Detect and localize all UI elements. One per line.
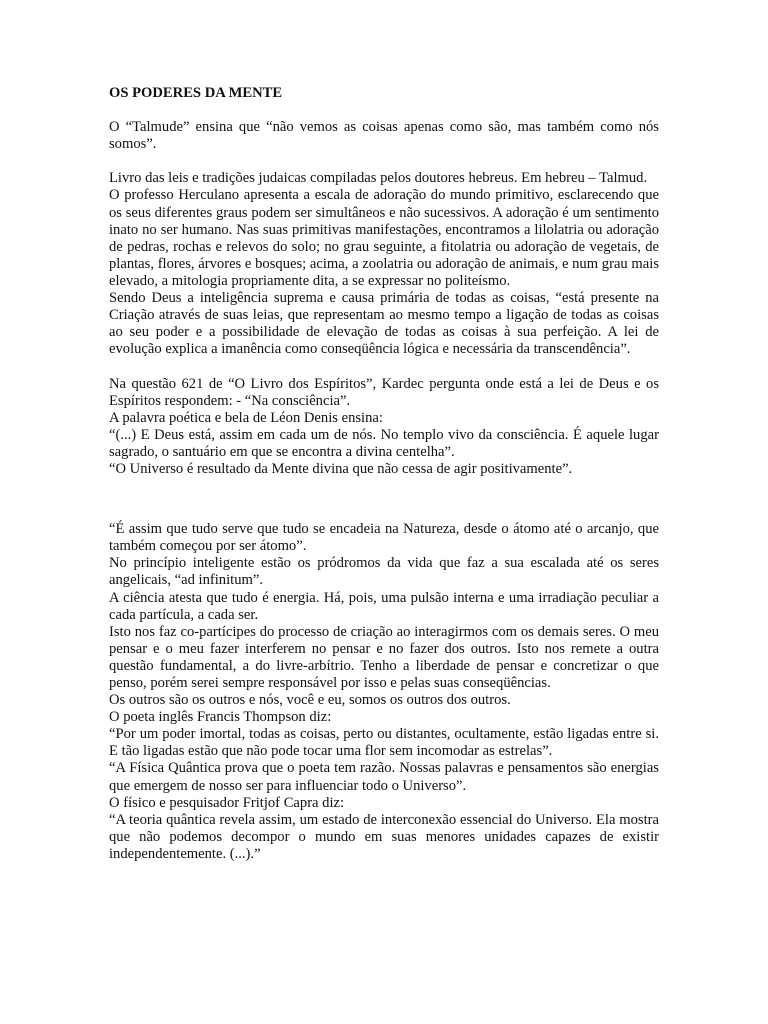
paragraph-others: Os outros são os outros e nós, você e eu, somos os outros dos outros.	[109, 692, 511, 709]
paragraph-leon-denis-intro: A palavra poética e bela de Léon Denis ensina:	[109, 409, 383, 426]
paragraph-quantum-physics: “A Física Quântica prova que o poeta tem razão. Nossas palavras e pensamentos são energias que emergem de nosso ser para influenciar todo o Universo”.	[109, 760, 659, 794]
paragraph-talmude-quote: O “Talmude” ensina que “não vemos as coisas apenas como são, mas também como nós somos”.	[109, 119, 659, 153]
paragraph-god-intelligence: Sendo Deus a inteligência suprema e causa primária de todas as coisas, “está presente na Criação através de suas leias, que representam ao mesmo tempo a ligação de todas as coisas ao seu poder e a possibilidade de elevação de todas as coisas à sua perfeição. A lei de evolução explica a imanência como conseqüência lógica e necessária da transcendência”.	[109, 290, 659, 358]
paragraph-science-energy: A ciência atesta que tudo é energia. Há, pois, uma pulsão interna e uma irradiação peculiar a cada partícula, a cada ser.	[109, 589, 659, 623]
paragraph-thompson-intro: O poeta inglês Francis Thompson diz:	[109, 709, 332, 726]
paragraph-co-participants: Isto nos faz co-partícipes do processo de criação ao interagirmos com os demais seres. O meu pensar e o meu fazer interferem no pensar e no fazer dos outros. Isto nos remete a outra questão fundamental, a do livre-arbítrio. Tenho a liberdade de pensar e concretizar o que penso, porém serei sempre responsável por isso e pelas suas conseqüências.	[109, 623, 659, 691]
paragraph-talmud-definition: Livro das leis e tradições judaicas compiladas pelos doutores hebreus. Em hebreu – Talmud.	[109, 170, 648, 187]
paragraph-kardec-question: Na questão 621 de “O Livro dos Espíritos”, Kardec pergunta onde está a lei de Deus e os Espíritos respondem: - “Na consciência”.	[109, 375, 659, 409]
paragraph-leon-denis-quote: “(...) E Deus está, assim em cada um de nós. No templo vivo da consciência. É aquele lugar sagrado, o santuário em que se encontra a divina centelha”.	[109, 426, 659, 460]
paragraph-spacer	[109, 478, 659, 495]
paragraph-spacer	[109, 495, 659, 521]
paragraph-spacer	[109, 358, 659, 375]
paragraph-atom-archangel: “É assim que tudo serve que tudo se encadeia na Natureza, desde o átomo até o arcanjo, que também começou por ser átomo”.	[109, 521, 659, 555]
paragraph-spacer	[109, 153, 659, 170]
paragraph-universe-mind: “O Universo é resultado da Mente divina que não cessa de agir positivamente”.	[109, 460, 573, 477]
document-title: OS PODERES DA MENTE	[109, 85, 283, 101]
paragraph-capra-quote: “A teoria quântica revela assim, um estado de interconexão essencial do Universo. Ela mostra que não podemos decompor o mundo em suas menores unidades capazes de existir independentemente. (...).”	[109, 811, 659, 862]
paragraph-thompson-quote: “Por um poder imortal, todas as coisas, perto ou distantes, ocultamente, estão ligadas entre si. E tão ligadas estão que não pode tocar uma flor sem incomodar as estrelas”.	[109, 726, 659, 760]
paragraph-herculano-adoration: O professo Herculano apresenta a escala de adoração do mundo primitivo, esclarecendo que os seus diferentes graus podem ser simultâneos e não sucessivos. A adoração é um sentimento inato no ser humano. Nas suas primitivas manifestações, encontramos a lilolatria ou adoração de pedras, rochas e relevos do solo; no grau seguinte, a fitolatria ou adoração de vegetais, de plantas, flores, árvores e bosques; acima, a zoolatria ou adoração de animais, e num grau mais elevado, a mitologia propriamente dita, a se expressar no politeísmo.	[109, 187, 659, 289]
paragraph-intelligent-principle: No princípio inteligente estão os pródromos da vida que faz a sua escalada até os seres angelicais, “ad infinitum”.	[109, 555, 659, 589]
paragraph-capra-intro: O físico e pesquisador Fritjof Capra diz:	[109, 794, 345, 811]
document-page	[109, 85, 659, 863]
